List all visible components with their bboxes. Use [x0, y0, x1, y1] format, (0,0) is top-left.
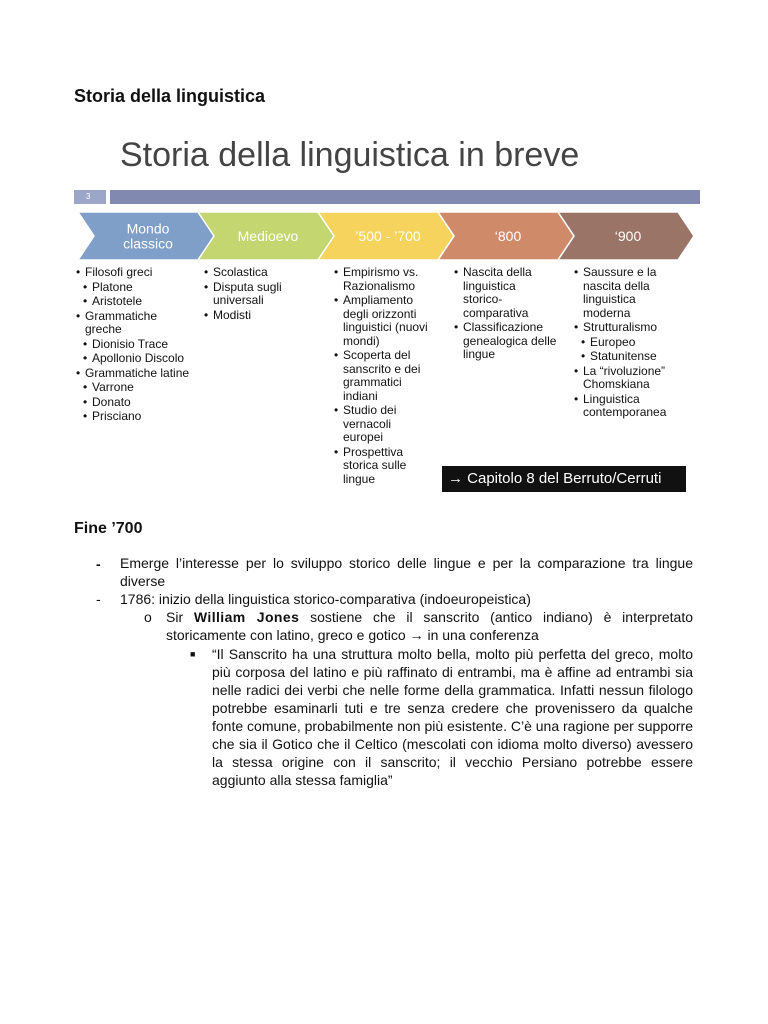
- dash-marker: -: [96, 591, 101, 607]
- sub-tail: in una conferenza: [427, 627, 539, 643]
- sub-text: sostiene che il sanscrito (antico indiano) è interpretato storicamente con latino, greco e gotico: [166, 609, 693, 643]
- circle-marker: o: [144, 609, 152, 625]
- note-sub-bullet: [166, 608, 693, 644]
- slide-list-item: • Dionisio Trace: [83, 338, 194, 352]
- person-name: William Jones: [193, 609, 300, 625]
- slide-list-item: • Grammatiche greche: [76, 310, 194, 337]
- timeline-label: ‘900: [614, 228, 642, 244]
- slide-list-item: • Platone: [83, 281, 194, 295]
- slide-list-item: • Linguistica contemporanea: [574, 393, 684, 420]
- slide-list-item: • Nascita della linguistica storico-comparativa: [454, 266, 558, 320]
- slide-list-item: • Apollonio Discolo: [83, 352, 194, 366]
- note-bullet-2: 1786: inizio della linguistica storico-comparativa (indoeuropeistica): [120, 591, 531, 607]
- slide-list-item: • Scoperta del sanscrito e dei grammatici indiani: [334, 349, 434, 403]
- timeline-label: ‘800: [494, 228, 522, 244]
- slide-number: 3: [74, 190, 106, 204]
- slide-list-item: • Empirismo vs. Razionalismo: [334, 266, 434, 293]
- column-900: [574, 266, 684, 421]
- column-800: [454, 266, 558, 363]
- slide-title-bar: [110, 190, 700, 204]
- slide-list-item: • Modisti: [204, 309, 308, 323]
- column-mondo-classico: [76, 266, 194, 425]
- slide-list-item: • Saussure e la nascita della linguistica moderna: [574, 266, 684, 320]
- slide-list-item: • Grammatiche latine: [76, 367, 194, 381]
- chapter-note: → Capitolo 8 del Berruto/Cerruti: [442, 466, 686, 492]
- slide-list-item: • Europeo: [581, 336, 684, 350]
- sub-prefix: Sir: [166, 609, 184, 625]
- timeline-label: classico: [123, 235, 173, 252]
- slide-list-item: • Disputa sugli universali: [204, 281, 308, 308]
- column-500-700: [334, 266, 434, 487]
- slide-list-item: • La “rivoluzione” Chomskiana: [574, 365, 684, 392]
- timeline-label: Mondo: [126, 220, 170, 237]
- slide-list-item: • Prospettiva storica sulle lingue: [334, 446, 434, 487]
- slide-list-item: • Aristotele: [83, 295, 194, 309]
- slide-list-item: • Filosofi greci: [76, 266, 194, 280]
- timeline-label: Medioevo: [237, 228, 299, 244]
- timeline-arrows: [74, 210, 700, 262]
- note-bullet-1: Emerge l’interesse per lo sviluppo storico delle lingue e per la comparazione tra lingue diverse: [120, 555, 693, 589]
- slide-list-item: • Ampliamento degli orizzonti linguistici (nuovi mondi): [334, 294, 434, 348]
- document-title: Storia della linguistica: [74, 86, 266, 106]
- slide-list-item: • Varrone: [83, 381, 194, 395]
- timeline-label: ’500 - ’700: [355, 228, 421, 244]
- slide-list-item: • Donato: [83, 396, 194, 410]
- section-heading: Fine ’700: [74, 520, 143, 537]
- arrow-icon: →: [409, 627, 424, 643]
- square-marker: ■: [190, 649, 196, 659]
- column-medioevo: [204, 266, 308, 323]
- slide-list-item: • Scolastica: [204, 266, 308, 280]
- slide-title: Storia della linguistica in breve: [120, 136, 580, 174]
- dash-marker: -: [96, 556, 101, 572]
- slide-list-item: • Classificazione genealogica delle lingue: [454, 321, 558, 362]
- slide-image: [74, 120, 700, 498]
- slide-list-item: • Strutturalismo: [574, 321, 684, 335]
- slide-list-item: • Studio dei vernacoli europei: [334, 404, 434, 445]
- slide-list-item: • Prisciano: [83, 410, 194, 424]
- slide-list-item: • Statunitense: [581, 350, 684, 364]
- jones-quote: “Il Sanscrito ha una struttura molto bella, molto più perfetta del greco, molto più corposa del latino e più raffinato di entrambi, ma è affine ad entrambi sia nelle radici dei verbi che nelle forme della grammatica. Infatti nessun filologo potrebbe esaminarli tuti e tre senza credere che provenissero da qualche fonte comune, probabilmente non più esistente. C’è una ragione per supporre che sia il Gotico che il Celtico (mescolati con idioma molto diverso) avessero la stessa origine con il sanscrito; il vecchio Persiano potrebbe essere aggiunto alla stessa famiglia”: [212, 646, 693, 788]
